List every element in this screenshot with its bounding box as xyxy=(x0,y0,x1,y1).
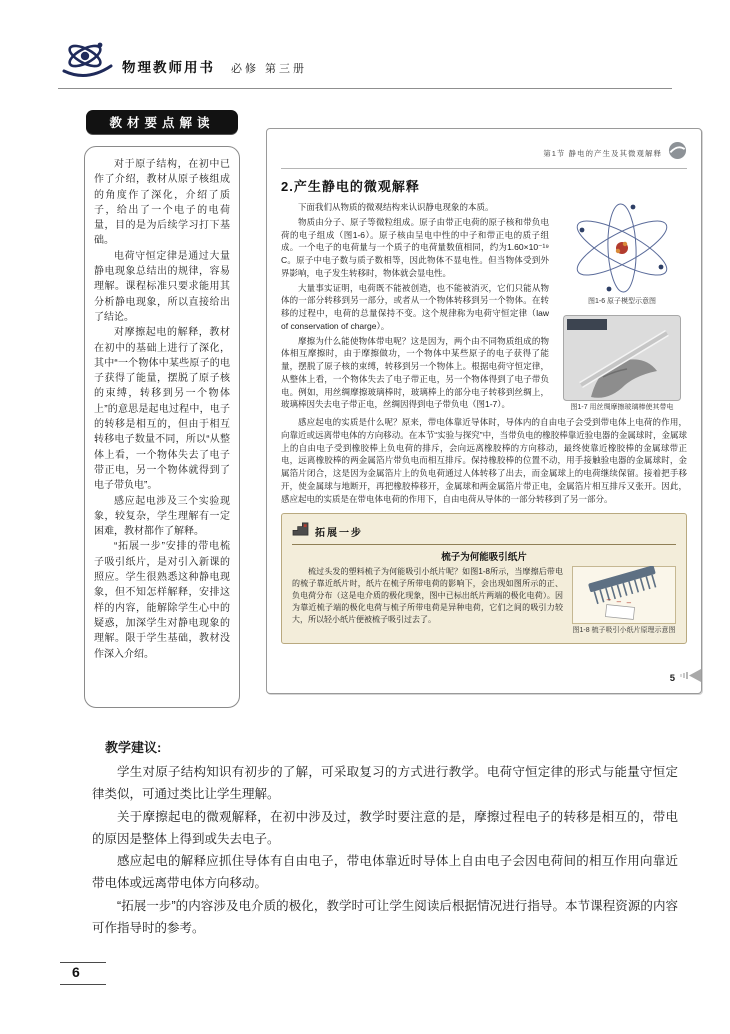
chapter-header-text: 第1节 静电的产生及其微观解释 xyxy=(543,148,662,158)
figure-atom-model xyxy=(562,201,682,306)
sidebar-paragraph: 对于原子结构，在初中已作了介绍，教材从原子核组成的角度作了深化，介绍了质子，给出了一个电子的电荷量，目的是为后续学习打下基础。 xyxy=(94,159,230,247)
body-text-column xyxy=(281,201,549,413)
sidebar-paragraph: 电荷守恒定律是通过大量静电现象总结出的规律，容易理解。课程标准只要求能用其分析静电现象，所以直接给出了结论。 xyxy=(94,250,230,323)
book-subtitle: 必修 第三册 xyxy=(231,63,308,75)
teaching-suggestions xyxy=(92,736,678,939)
figure-caption: 图1-6 原子模型示意图 xyxy=(587,298,657,305)
body-paragraph: 感应起电的实质是什么呢？原来，带电体靠近导体时，导体内的自由电子会受到带电体上电荷的作用，向靠近或远离带电体的方向移动。在本节“实验与探究”中，当带负电的橡胶棒靠近验电器的金属球时，金属球上的自由电子受到橡胶棒上负电荷的排斥，会向远离橡胶棒的方向移动，最终使靠近橡胶棒的金属球带正电，远离橡胶棒的两金属箔片带负电而相互排斥。保持橡胶棒的位置不动，用手接触验电器的金属球时，金属箔片闭合，这是因为金属箔片上的负电荷通过人体转移了出去，而金属球上的电荷继续保留。接着把手移开，使金属球与地断开，再把橡胶棒移开，金属球和两金属箔片带正电，金属箔片相互排斥又张开。因此，感应起电的实质是在带电体电荷的作用下，自由电荷从导体的一部分转移到了另一部分。 xyxy=(281,417,687,504)
book-title: 物理教师用书 xyxy=(122,60,215,75)
header-divider xyxy=(58,88,672,89)
sidebar-notes-box xyxy=(84,146,240,708)
sidebar-paragraph: 感应起电涉及三个实验现象，较复杂，学生理解有一定困难，教材都作了解释。 xyxy=(94,495,230,538)
silk-rubbing-photo xyxy=(563,315,681,401)
figure-silk-rubbing-rod xyxy=(562,315,682,412)
extension-text: 梳过头发的塑料梳子为何能吸引小纸片呢？如图1-8所示，当摩擦后带电的梳子靠近纸片时，纸片在梳子所带电荷的影响下，会出现如图所示的正、负电荷分布（这是电介质的极化现象，图中已标出纸片两端的极化电荷）。因为靠近梳子端的极化电荷与梳子所带电荷是异种电荷，它们之间的吸引力较大，所以轻小纸片便被梳子吸引过去了。 xyxy=(292,567,563,625)
atom-model-figure xyxy=(563,201,681,295)
svg-text:−: − xyxy=(606,596,612,605)
page-number: 6 xyxy=(72,964,80,980)
body-paragraph: 下面我们从物质的微观结构来认识静电现象的本质。 xyxy=(298,202,494,212)
extension-box xyxy=(281,513,687,644)
suggestions-title: 教学建议: xyxy=(105,740,162,755)
extension-label: 拓展一步 xyxy=(315,527,363,539)
textbook-folio xyxy=(670,669,701,687)
publisher-atom-logo-icon xyxy=(60,36,114,84)
suggestion-paragraph: 学生对原子结构知识有初步的了解，可采取复习的方式进行教学。电荷守恒定律的形式与能量守恒定律类似，可通过类比让学生理解。 xyxy=(92,765,678,802)
folio-rule-top xyxy=(60,962,106,963)
suggestion-paragraph: 关于摩擦起电的微观解释，在初中涉及过，教学时要注意的是，摩擦过程电子的转移是相互的，带电的原因是整体上得到或失去电子。 xyxy=(92,809,678,846)
extension-header xyxy=(292,521,676,545)
figure-column xyxy=(557,201,687,413)
body-paragraph: 摩擦为什么能使物体带电呢？这是因为，两个由不同物质组成的物体相互摩擦时，由于摩擦做功，一个物体中某些原子的电子获得了能量，摆脱了原子核的束缚，转移到另一个物体上。根据电荷守恒定律，从整体上看，一个物体失去了电子带正电，另一个物体得到了电子带负电。例如，用丝绸摩擦玻璃棒时，玻璃棒上的部分电子转移到丝绸上，玻璃棒因失去电子带正电，丝绸因得到电子带负电（图1-7）。 xyxy=(281,335,549,410)
figure-caption: 图1-7 用丝绸摩擦玻璃棒使其带电 xyxy=(570,404,674,412)
svg-text:−: − xyxy=(626,599,632,608)
sidebar-section-label: 教材要点解读 xyxy=(86,110,238,134)
suggestion-paragraph: 感应起电的解释应抓住导体有自由电子，带电体靠近时导体上自由电子会因电荷间的相互作用向靠近带电体或远离带电体方向移动。 xyxy=(92,854,678,891)
extension-title: 梳子为何能吸引纸片 xyxy=(441,552,527,564)
sidebar-paragraph: 对摩擦起电的解释，教材在初中的基础上进行了深化，其中“一个物体中某些原子的电子获得了能量，摆脱了原子核的束缚，转移到另一个物体上”的意思是起电过程中，电子的转移是相互的，但由于相互转移电子数量不同，所以“从整体上看，一个物体失去了电子带正电，另一个物体就得到了电子带负电”。 xyxy=(94,327,230,492)
comb-paper-figure xyxy=(572,566,676,624)
section-title: 2.产生静电的微观解释 xyxy=(281,179,420,194)
speaker-horn-icon xyxy=(679,669,701,687)
suggestion-paragraph: “拓展一步”的内容涉及电介质的极化，教学时可让学生阅读后根据情况进行指导。本节课程资源的内容可作指导时的参考。 xyxy=(92,898,678,935)
figure-caption: 图1-8 梳子吸引小纸片原理示意图 xyxy=(572,627,676,635)
textbook-page xyxy=(266,128,702,694)
svg-text:−: − xyxy=(616,598,622,607)
body-paragraph: 物质由分子、原子等微粒组成。原子由带正电荷的原子核和带负电荷的电子组成（图1-6）。原子核由呈电中性的中子和带正电的质子组成。一个电子的电荷量与一个质子的电荷量数值相同，约为1.60×10⁻¹⁹ C。原子中电子数与质子数相等，因此物体不显电性。但当物体受到外界影响，电子发生转移时，物体就会显电性。 xyxy=(281,216,549,278)
textbook-page-number: 5 xyxy=(669,672,675,684)
textbook-page-header xyxy=(281,141,687,169)
extension-step-icon xyxy=(292,521,309,541)
folio-rule-bottom xyxy=(60,984,106,985)
book-header xyxy=(122,56,307,76)
chapter-ball-icon xyxy=(668,141,687,165)
body-paragraph: 大量事实证明，电荷既不能被创造，也不能被消灭，它们只能从物体的一部分转移到另一部分，或者从一个物体转移到另一个物体。在转移的过程中，电荷的总量保持不变。这个规律称为电荷守恒定律（law of conservation of charge）。 xyxy=(281,282,549,331)
sidebar-paragraph: “拓展一步”安排的带电梳子吸引纸片，是对引入新课的照应。学生很熟悉这种静电现象，但不知怎样解释，安排这样的内容，能解除学生心中的疑惑，加深学生对静电现象的理解。限于学生基础，教材没作深入介绍。 xyxy=(94,541,230,660)
figure-comb-paper xyxy=(572,566,676,635)
